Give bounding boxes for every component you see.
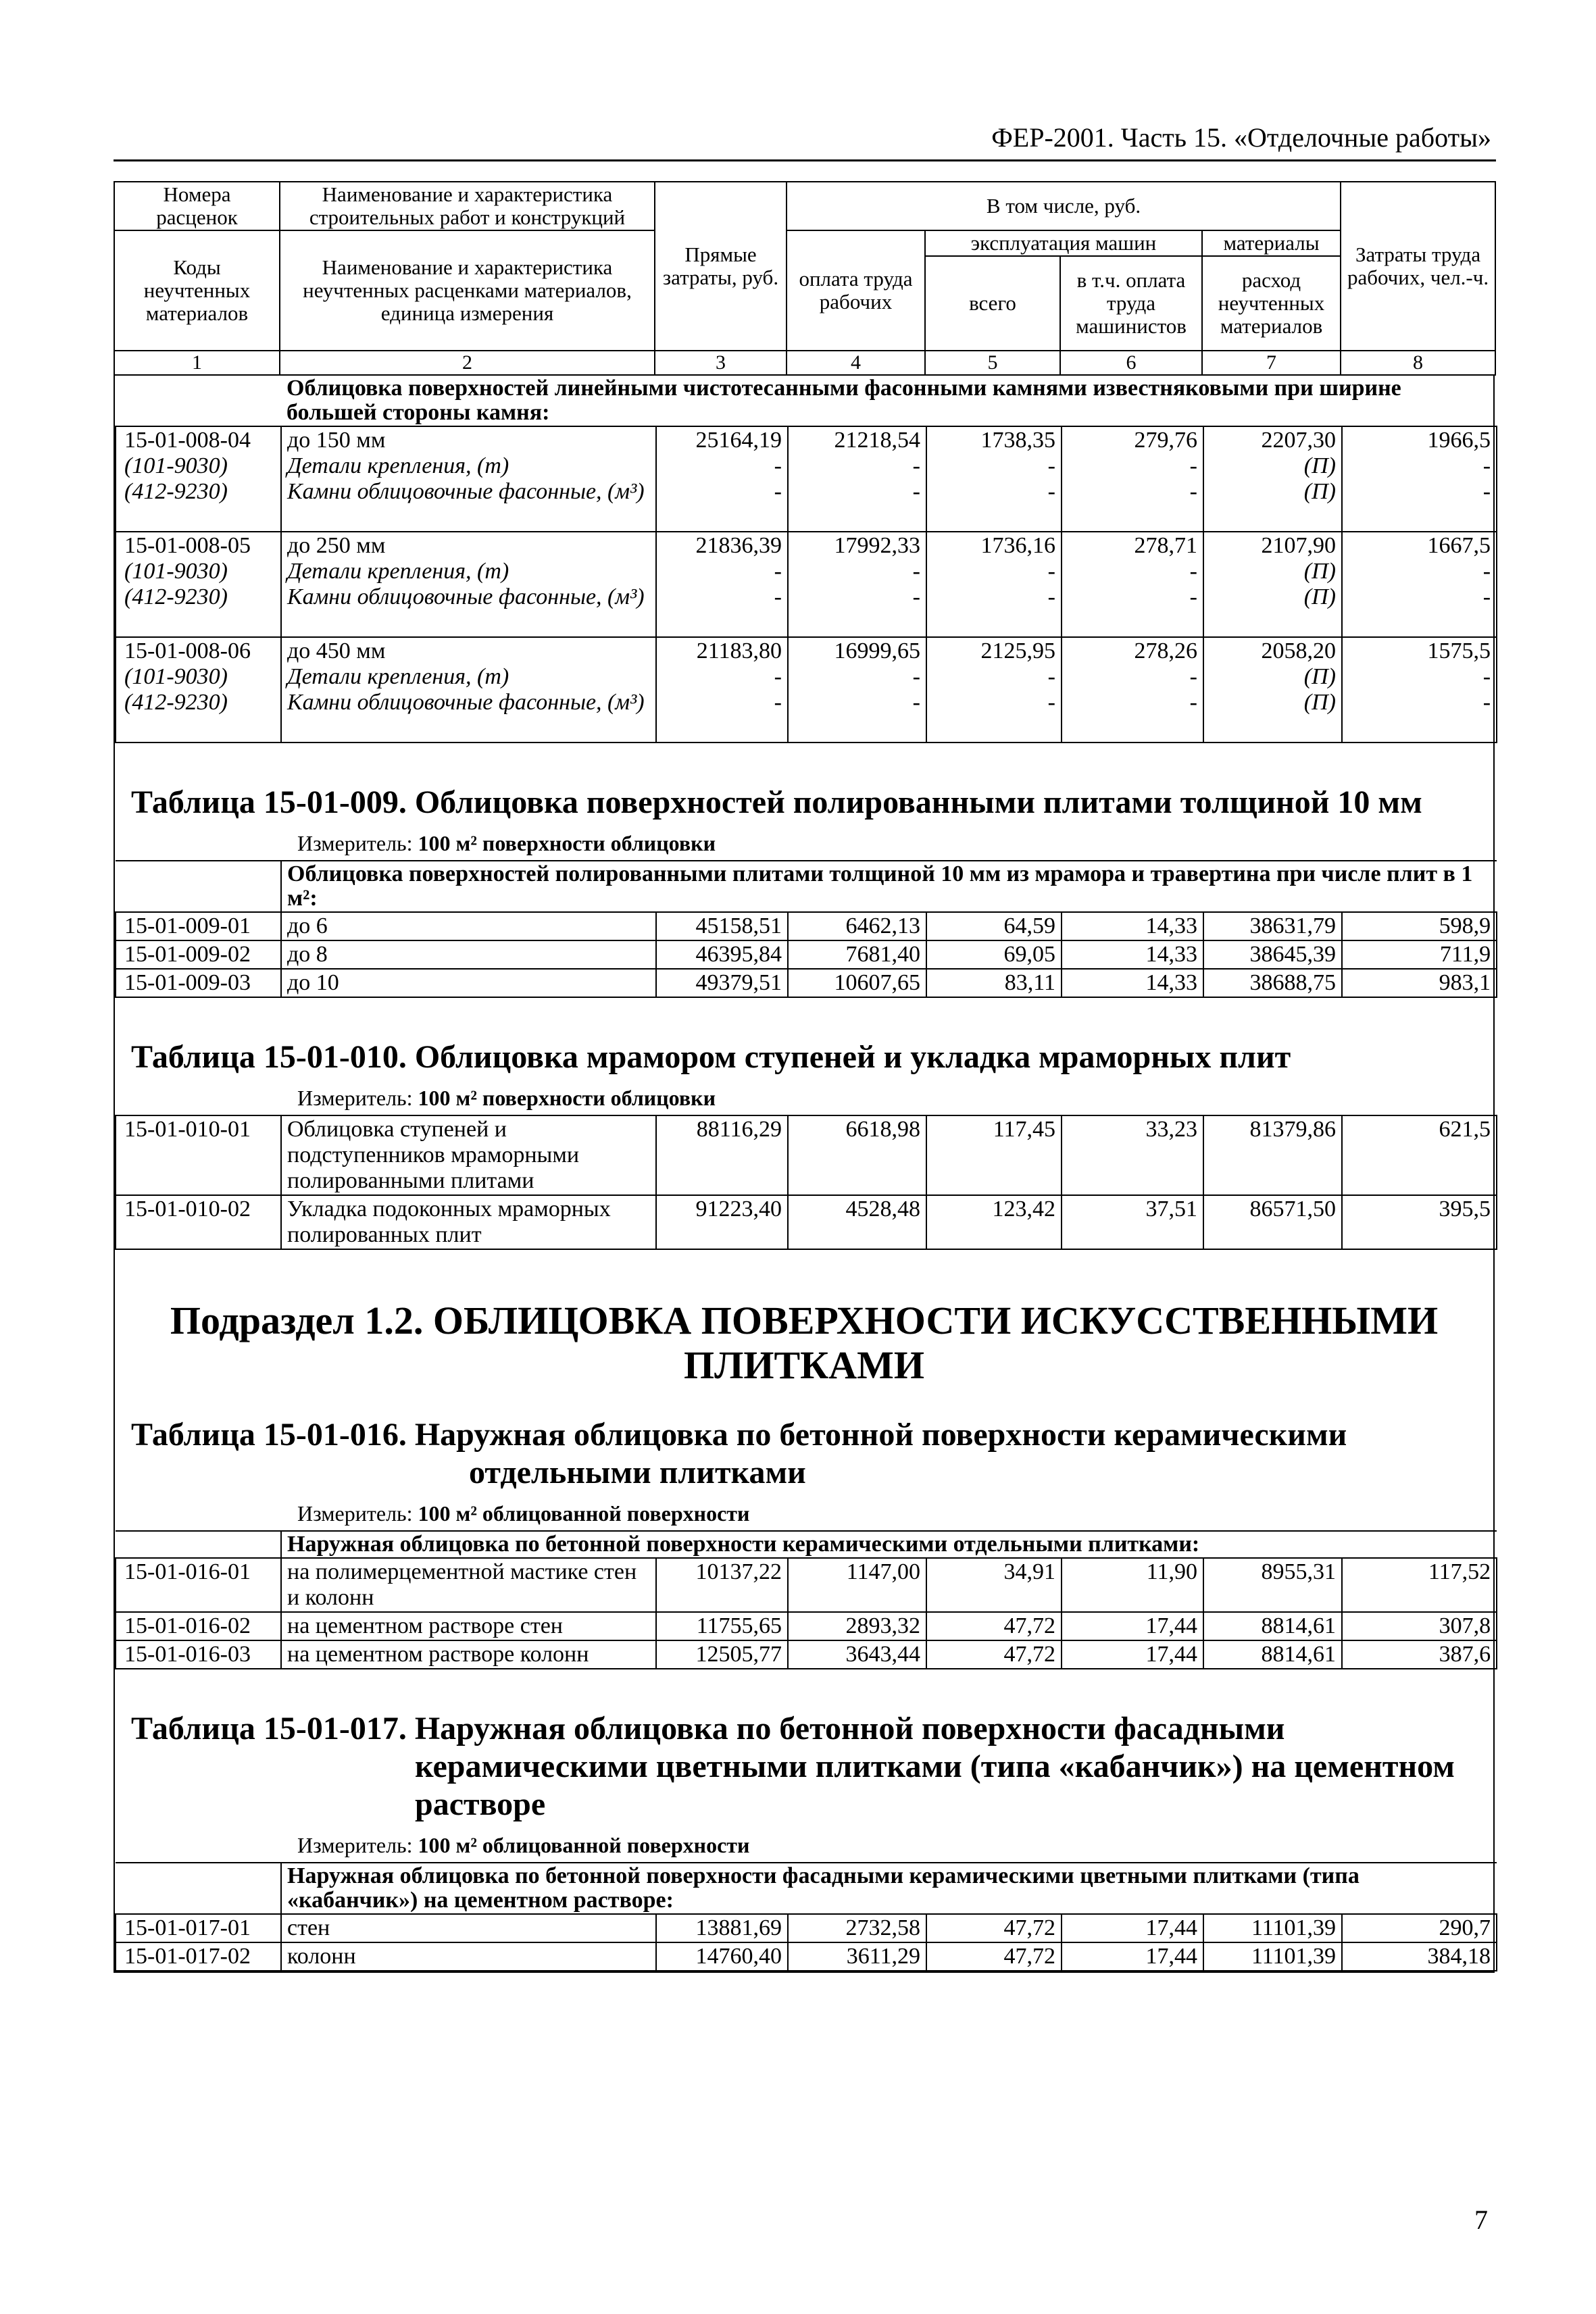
- rate-code: 15-01-017-02: [116, 1942, 281, 1971]
- value-v6: 278,26: [1134, 638, 1197, 663]
- col-machines: эксплуатация машин: [925, 230, 1202, 256]
- value-v4: 16999,65: [834, 638, 920, 663]
- material-qty: (П): [1303, 664, 1336, 689]
- work-name: на цементном растворе колонн: [281, 1640, 656, 1669]
- value-v5: 2125,95: [980, 638, 1055, 663]
- table-017-title: [115, 1688, 1493, 1829]
- subsection-section: [114, 1269, 1495, 1688]
- value-v7: 11101,39: [1203, 1914, 1342, 1942]
- table-008: [115, 376, 1497, 743]
- value-v3: 45158,51: [656, 912, 788, 940]
- page-number: 7: [1474, 2205, 1488, 2235]
- col-number: 1: [114, 351, 280, 375]
- value-v3: 46395,84: [656, 940, 788, 969]
- value-cell: [1062, 637, 1203, 743]
- table-row: [116, 969, 1497, 997]
- value-v4: 6462,13: [788, 912, 926, 940]
- value-v8: 1667,5: [1427, 533, 1491, 558]
- value-cell: [656, 637, 788, 743]
- rate-code: 15-01-009-01: [116, 912, 281, 940]
- value-v7: 86571,50: [1203, 1195, 1342, 1249]
- value-v5: 64,59: [926, 912, 1062, 940]
- value-v6: 37,51: [1062, 1195, 1203, 1249]
- col1-bottom: Коды неучтенных материалов: [114, 230, 280, 351]
- value-v8: 1575,5: [1427, 638, 1491, 663]
- dash: -: [774, 479, 782, 504]
- work-name: до 250 мм: [287, 533, 386, 558]
- table-016-title-line1: Таблица 15-01-016. Наружная облицовка по бетонной поверхности керамическими: [131, 1417, 1347, 1453]
- value-v8: 387,6: [1342, 1640, 1497, 1669]
- material-code: (412-9230): [124, 690, 228, 715]
- value-cell: [1342, 532, 1497, 637]
- meter-value: 100 м² поверхности облицовки: [418, 831, 716, 855]
- group-heading: Наружная облицовка по бетонной поверхности керамическими отдельными плитками:: [281, 1531, 1497, 1558]
- value-v8: 290,7: [1342, 1914, 1497, 1942]
- code-cell: [116, 426, 281, 532]
- value-cell: [1342, 426, 1497, 532]
- value-v8: 307,8: [1342, 1612, 1497, 1640]
- table-009-section: [114, 762, 1495, 1017]
- table-row: [116, 1612, 1497, 1640]
- table-016-title: [115, 1394, 1493, 1497]
- material-code: (101-9030): [124, 559, 228, 584]
- value-v3: 11755,65: [656, 1612, 788, 1640]
- col-number: 2: [280, 351, 655, 375]
- dash: -: [1482, 664, 1491, 689]
- rate-code: 15-01-008-04: [124, 428, 251, 453]
- col2-bottom: Наименование и характеристика неучтенных расценками материалов, единица измерения: [280, 230, 655, 351]
- meter-label: Измеритель:: [297, 1833, 413, 1857]
- value-cell: [926, 637, 1062, 743]
- value-v8: 711,9: [1342, 940, 1497, 969]
- table-017-meter: [115, 1829, 1493, 1862]
- table-009: [115, 860, 1497, 998]
- code-cell: [116, 532, 281, 637]
- rate-code: 15-01-016-03: [116, 1640, 281, 1669]
- value-v5: 34,91: [926, 1558, 1062, 1612]
- col6-machinist-labor: в т.ч. оплата труда машинистов: [1060, 256, 1202, 351]
- material-code: (412-9230): [124, 479, 228, 504]
- value-v7: 11101,39: [1203, 1942, 1342, 1971]
- col5-machines-total: всего: [925, 256, 1060, 351]
- material-qty: (П): [1303, 584, 1336, 609]
- table-row: [116, 1942, 1497, 1971]
- table-row: [116, 912, 1497, 940]
- value-v4: 6618,98: [788, 1115, 926, 1195]
- col4-labor: оплата труда рабочих: [787, 230, 925, 351]
- col1-top: Номера расценок: [114, 182, 280, 230]
- table-row: [116, 426, 1497, 532]
- dash: -: [1047, 584, 1055, 609]
- value-v6: 17,44: [1062, 1612, 1203, 1640]
- table-016-title-line2: отдельными плитками: [469, 1455, 806, 1490]
- value-v8: 117,52: [1342, 1558, 1497, 1612]
- table-row: [116, 532, 1497, 637]
- work-name: до 150 мм: [287, 428, 386, 453]
- group-heading: Облицовка поверхностей линейными чистотесанными фасонными камнями известняковыми при ширине большей стороны камня:: [281, 376, 1497, 426]
- dash: -: [1189, 559, 1197, 584]
- dash: -: [1482, 690, 1491, 715]
- dash: -: [774, 559, 782, 584]
- name-cell: [281, 637, 656, 743]
- value-v3: 25164,19: [695, 428, 782, 453]
- material-code: (101-9030): [124, 664, 228, 689]
- rate-code: 15-01-010-02: [116, 1195, 281, 1249]
- running-head: ФЕР-2001. Часть 15. «Отделочные работы»: [991, 122, 1491, 153]
- value-v6: 278,71: [1134, 533, 1197, 558]
- table-016-meter: [115, 1497, 1493, 1530]
- value-v5: 47,72: [926, 1914, 1062, 1942]
- material-name: Детали крепления, (т): [287, 559, 509, 584]
- value-v7: 2058,20: [1261, 638, 1336, 663]
- dash: -: [912, 479, 920, 504]
- code-cell: [116, 637, 281, 743]
- dash: -: [1482, 479, 1491, 504]
- value-v4: 3643,44: [788, 1640, 926, 1669]
- material-name: Детали крепления, (т): [287, 664, 509, 689]
- dash: -: [912, 453, 920, 478]
- value-v4: 10607,65: [788, 969, 926, 997]
- value-cell: [1062, 426, 1203, 532]
- rate-code: 15-01-016-02: [116, 1612, 281, 1640]
- meter-label: Измеритель:: [297, 1501, 413, 1526]
- work-name: колонн: [281, 1942, 656, 1971]
- table-010-section: [114, 1017, 1495, 1269]
- value-v7: 8814,61: [1203, 1640, 1342, 1669]
- value-v8: 598,9: [1342, 912, 1497, 940]
- table-010-title: Таблица 15-01-010. Облицовка мрамором ступеней и укладка мраморных плит: [131, 1039, 1291, 1075]
- value-v3: 21183,80: [696, 638, 782, 663]
- value-cell: [1203, 426, 1342, 532]
- table-017-section: [114, 1688, 1495, 1973]
- table-017: [115, 1862, 1497, 1971]
- value-v3: 21836,39: [695, 533, 782, 558]
- value-cell: [1062, 532, 1203, 637]
- value-cell: [926, 532, 1062, 637]
- rate-code: 15-01-008-05: [124, 533, 251, 558]
- value-v3: 14760,40: [656, 1942, 788, 1971]
- col-number: 6: [1060, 351, 1202, 375]
- value-v3: 13881,69: [656, 1914, 788, 1942]
- col2-top: Наименование и характеристика строительных работ и конструкций: [280, 182, 655, 230]
- meter-value: 100 м² облицованной поверхности: [418, 1833, 750, 1857]
- table-row: [116, 940, 1497, 969]
- meter-label: Измеритель:: [297, 831, 413, 855]
- table-row: [116, 1558, 1497, 1612]
- work-name: Облицовка ступеней и подступенников мраморными полированными плитами: [281, 1115, 656, 1195]
- col-number: 3: [655, 351, 787, 375]
- value-v5: 1738,35: [980, 428, 1055, 453]
- dash: -: [774, 664, 782, 689]
- material-qty: (П): [1303, 479, 1336, 504]
- value-cell: [788, 426, 926, 532]
- dash: -: [1189, 690, 1197, 715]
- group-heading: Облицовка поверхностей полированными плитами толщиной 10 мм из мрамора и травертина при числе плит в 1 м²:: [281, 861, 1497, 912]
- value-v4: 17992,33: [834, 533, 920, 558]
- table-008-section: [114, 376, 1495, 762]
- table-016: [115, 1530, 1497, 1669]
- name-cell: [281, 532, 656, 637]
- work-name: на полимерцементной мастике стен и колонн: [281, 1558, 656, 1612]
- value-v4: 7681,40: [788, 940, 926, 969]
- value-v8: 621,5: [1342, 1115, 1497, 1195]
- meter-label: Измеритель:: [297, 1086, 413, 1110]
- work-name: на цементном растворе стен: [281, 1612, 656, 1640]
- value-cell: [1203, 532, 1342, 637]
- dash: -: [912, 584, 920, 609]
- rate-code: 15-01-017-01: [116, 1914, 281, 1942]
- work-name: до 8: [281, 940, 656, 969]
- table-row: [116, 1115, 1497, 1195]
- value-v7: 8955,31: [1203, 1558, 1342, 1612]
- value-v4: 2893,32: [788, 1612, 926, 1640]
- work-name: до 6: [281, 912, 656, 940]
- value-v6: 17,44: [1062, 1914, 1203, 1942]
- value-v6: 11,90: [1062, 1558, 1203, 1612]
- column-header: [114, 181, 1496, 376]
- rate-code: 15-01-008-06: [124, 638, 251, 663]
- table-009-meter: [115, 827, 1493, 860]
- value-v7: 38631,79: [1203, 912, 1342, 940]
- value-v4: 1147,00: [788, 1558, 926, 1612]
- header-rule: [114, 159, 1496, 161]
- col7-materials-exp: расход неучтенных материалов: [1202, 256, 1341, 351]
- table-row: [116, 637, 1497, 743]
- col-including: В том числе, руб.: [787, 182, 1341, 230]
- dash: -: [1047, 559, 1055, 584]
- value-v5: 47,72: [926, 1942, 1062, 1971]
- value-v5: 117,45: [926, 1115, 1062, 1195]
- name-cell: [281, 426, 656, 532]
- value-v6: 17,44: [1062, 1640, 1203, 1669]
- dash: -: [912, 690, 920, 715]
- value-cell: [926, 426, 1062, 532]
- work-name: до 450 мм: [287, 638, 386, 663]
- material-qty: (П): [1303, 690, 1336, 715]
- dash: -: [1189, 664, 1197, 689]
- material-name: Камни облицовочные фасонные, (м³): [287, 584, 645, 609]
- table-row: [116, 1640, 1497, 1669]
- work-name: стен: [281, 1914, 656, 1942]
- value-v3: 88116,29: [656, 1115, 788, 1195]
- col-materials: материалы: [1202, 230, 1341, 256]
- value-v6: 17,44: [1062, 1942, 1203, 1971]
- value-v4: 3611,29: [788, 1942, 926, 1971]
- value-v8: 395,5: [1342, 1195, 1497, 1249]
- value-v3: 91223,40: [656, 1195, 788, 1249]
- dash: -: [1189, 479, 1197, 504]
- value-v7: 38688,75: [1203, 969, 1342, 997]
- value-cell: [788, 532, 926, 637]
- rate-code: 15-01-009-02: [116, 940, 281, 969]
- value-v7: 81379,86: [1203, 1115, 1342, 1195]
- dash: -: [1047, 453, 1055, 478]
- value-v3: 10137,22: [656, 1558, 788, 1612]
- value-v7: 8814,61: [1203, 1612, 1342, 1640]
- value-v7: 38645,39: [1203, 940, 1342, 969]
- rate-code: 15-01-010-01: [116, 1115, 281, 1195]
- col-number: 8: [1341, 351, 1495, 375]
- col-number: 5: [925, 351, 1060, 375]
- value-cell: [1203, 637, 1342, 743]
- material-code: (412-9230): [124, 584, 228, 609]
- meter-value: 100 м² поверхности облицовки: [418, 1086, 716, 1110]
- value-v8: 1966,5: [1427, 428, 1491, 453]
- value-v4: 21218,54: [834, 428, 920, 453]
- dash: -: [774, 690, 782, 715]
- col3-direct-costs: Прямые затраты, руб.: [655, 182, 787, 351]
- price-table-frame: [114, 181, 1495, 1973]
- material-qty: (П): [1303, 559, 1336, 584]
- table-row: [116, 1914, 1497, 1942]
- col-number: 4: [787, 351, 925, 375]
- value-v8: 983,1: [1342, 969, 1497, 997]
- dash: -: [1047, 479, 1055, 504]
- value-cell: [788, 637, 926, 743]
- material-name: Детали крепления, (т): [287, 453, 509, 478]
- work-name: Укладка подоконных мраморных полированных плит: [281, 1195, 656, 1249]
- value-v7: 2107,90: [1261, 533, 1336, 558]
- value-v6: 14,33: [1062, 912, 1203, 940]
- value-v7: 2207,30: [1261, 428, 1336, 453]
- dash: -: [912, 664, 920, 689]
- dash: -: [1189, 453, 1197, 478]
- material-code: (101-9030): [124, 453, 228, 478]
- value-v5: 1736,16: [980, 533, 1055, 558]
- group-heading: Наружная облицовка по бетонной поверхности фасадными керамическими цветными плитками (типа «кабанчик») на цементном растворе:: [281, 1863, 1497, 1914]
- dash: -: [1047, 664, 1055, 689]
- dash: -: [1482, 453, 1491, 478]
- work-name: до 10: [281, 969, 656, 997]
- value-v8: 384,18: [1342, 1942, 1497, 1971]
- value-v6: 14,33: [1062, 969, 1203, 997]
- rate-code: 15-01-009-03: [116, 969, 281, 997]
- col-number: 7: [1202, 351, 1341, 375]
- value-v5: 69,05: [926, 940, 1062, 969]
- value-v6: 33,23: [1062, 1115, 1203, 1195]
- value-v3: 49379,51: [656, 969, 788, 997]
- table-row: [116, 1195, 1497, 1249]
- value-v5: 47,72: [926, 1640, 1062, 1669]
- dash: -: [1047, 690, 1055, 715]
- table-017-title-line1: Таблица 15-01-017. Наружная облицовка по бетонной поверхности фасадными: [131, 1711, 1285, 1746]
- table-010: [115, 1115, 1497, 1250]
- material-name: Камни облицовочные фасонные, (м³): [287, 479, 645, 504]
- material-qty: (П): [1303, 453, 1336, 478]
- dash: -: [1189, 584, 1197, 609]
- dash: -: [774, 584, 782, 609]
- value-cell: [656, 426, 788, 532]
- subsection-title: Подраздел 1.2. ОБЛИЦОВКА ПОВЕРХНОСТИ ИСКУССТВЕННЫМИ ПЛИТКАМИ: [170, 1299, 1439, 1387]
- dash: -: [912, 559, 920, 584]
- value-v6: 279,76: [1134, 428, 1197, 453]
- dash: -: [774, 453, 782, 478]
- col8-workers: Затраты труда рабочих, чел.-ч.: [1341, 182, 1495, 351]
- dash: -: [1482, 559, 1491, 584]
- value-v5: 83,11: [926, 969, 1062, 997]
- dash: -: [1482, 584, 1491, 609]
- value-v5: 123,42: [926, 1195, 1062, 1249]
- meter-value: 100 м² облицованной поверхности: [418, 1501, 750, 1526]
- value-v6: 14,33: [1062, 940, 1203, 969]
- table-010-meter: [115, 1082, 1493, 1115]
- value-v4: 4528,48: [788, 1195, 926, 1249]
- table-009-title: Таблица 15-01-009. Облицовка поверхностей полированными плитами толщиной 10 мм: [131, 784, 1422, 820]
- material-name: Камни облицовочные фасонные, (м³): [287, 690, 645, 715]
- value-v3: 12505,77: [656, 1640, 788, 1669]
- table-017-title-line2: керамическими цветными плитками (типа «кабанчик») на цементном растворе: [415, 1749, 1455, 1822]
- value-v5: 47,72: [926, 1612, 1062, 1640]
- value-cell: [1342, 637, 1497, 743]
- value-v4: 2732,58: [788, 1914, 926, 1942]
- rate-code: 15-01-016-01: [116, 1558, 281, 1612]
- value-cell: [656, 532, 788, 637]
